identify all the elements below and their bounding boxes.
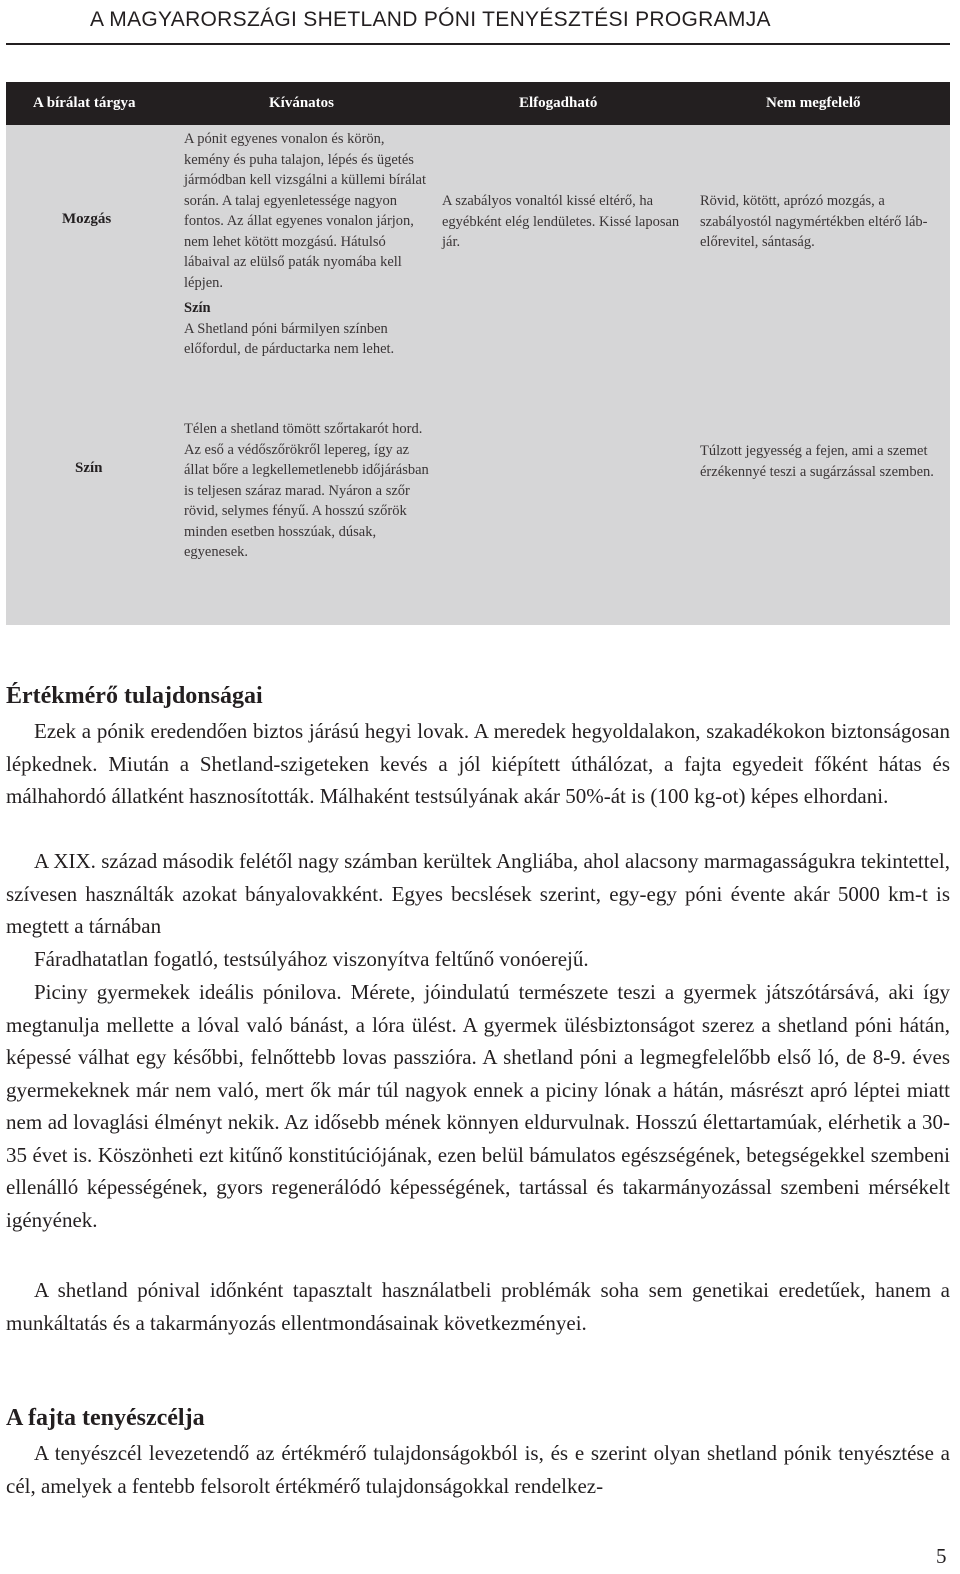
header-divider — [6, 43, 950, 45]
section-title-values: Értékmérő tulajdonságai — [6, 683, 263, 709]
color-unacceptable-cell: Túlzott jegyesség a fejen, ami a szemet érzékennyé teszi a sugárzással szemben. — [700, 443, 934, 480]
movement-desirable-text: A pónit egyenes vonalon és körön, kemény és puha talajon, lépés és ügetés jármódban kell vizsgálni a küllemi bírálat során. A talaj egyenletessége nagyon fontos. Az állat egyenes vonalon járjon, nem lehet kötött mozgású. Hátulsó lábaival az elülső paták nyomába kell lépjen. — [184, 131, 426, 291]
page-number: 5 — [936, 1544, 947, 1568]
color-desirable-cell: Télen a shetland tömött szőrtakarót hord. Az eső a védőszőrökről lepereg, így az állat bőre a legkellemetlenebb időjárásban is teljesen száraz marad. Nyáron a szőr rövid, selymes fényű. A hosszú szőrök minden esetben hosszúak, dúsak, egyenesek. — [184, 421, 429, 560]
table-body — [6, 125, 950, 625]
page-header-title: A MAGYARORSZÁGI SHETLAND PÓNI TENYÉSZTÉSI PROGRAMJA — [90, 8, 771, 31]
movement-desirable-cell — [184, 129, 429, 360]
color-subheading: Szín — [184, 300, 211, 316]
movement-acceptable-cell: A szabályos vonaltól kissé eltérő, ha egyébként elég lendületes. Kissé laposan jár. — [442, 193, 680, 250]
section-title-breeding-goal: A fajta tenyészcélja — [6, 1405, 205, 1431]
paragraph: A XIX. század második felétől nagy számban kerültek Angliába, ahol alacsony marmagasságukra tekintettel, szívesen használták azokat bányalovakként. Egyes becslések szerint, egy-egy póni évente akár 5000 km-t is megtett a tárnában — [6, 849, 950, 938]
paragraph: A shetland pónival időnként tapasztalt használatbeli problémák soha sem genetikai eredetűek, hanem a munkáltatás és a takarmányozás ellentmondásainak következményei. — [6, 1278, 950, 1335]
paragraph: Ezek a pónik eredendően biztos járású hegyi lovak. A meredek hegyoldalakon, szakadékokon biztonságosan lépkednek. Miután a Shetland-szigeteken kevés a jól kiépített úthálózat, a fajta egyedeit főként hátas és málhahordó állatként hasznosították. Málhaként testsúlyának akár 50%-át is (100 kg-ot) képes elhordani. — [6, 719, 950, 808]
column-header-subject: A bírálat tárgya — [33, 95, 136, 111]
movement-unacceptable-cell: Rövid, kötött, aprózó mozgás, a szabályostól nagymértékben eltérő láb-előrevitel, sántaság. — [700, 193, 928, 250]
column-header-desirable: Kívánatos — [269, 95, 335, 111]
paragraph: A tenyészcél levezetendő az értékmérő tulajdonságokból is, és e szerint olyan shetland pónik tenyésztése a cél, amelyek a fentebb felsorolt értékmérő tulajdonságokkal rendelkez- — [6, 1441, 950, 1498]
paragraph: Piciny gyermekek ideális pónilova. Mérete, jóindulatú természete teszi a gyermek játszótársává, aki így megtanulja mellette a lóval való bánást, a lóra ülést. A gyermek ülésbiztonságot szerez a shetland póni hátán, képessé válhat egy későbbi, felnőttebb lovas passzióra. A shetland póni a legmegfelelőbb első ló, de 8-9. éves gyermekeknek már nem való, mert ők már túl nagyok ennek a piciny lónak a hátán, másrészt apró léptei miatt nem ad lovaglási élményt nekik. Az idősebb mének könnyen eldurvulnak. Hosszú élettartamúak, elérhetik a 30-35 évet is. Köszönheti ezt kitűnő konstitúciójának, ezen belül bámulatos egészségének, betegségekkel szembeni ellenálló képességének, gyors regenerálódó képességének, tartással és takarmányozással szembeni mérsékelt igényének. — [6, 980, 950, 1232]
column-header-unacceptable: Nem megfelelő — [766, 95, 861, 111]
table-header-row — [6, 82, 950, 125]
row-label-color: Szín — [75, 460, 103, 476]
color-desirable-text: A Shetland póni bármilyen színben előfordul, de párductarka nem lehet. — [184, 320, 395, 357]
row-label-movement: Mozgás — [62, 211, 112, 227]
column-header-acceptable: Elfogadható — [519, 95, 598, 111]
paragraph: Fáradhatatlan fogatló, testsúlyához viszonyítva feltűnő vonóerejű. — [34, 947, 589, 971]
